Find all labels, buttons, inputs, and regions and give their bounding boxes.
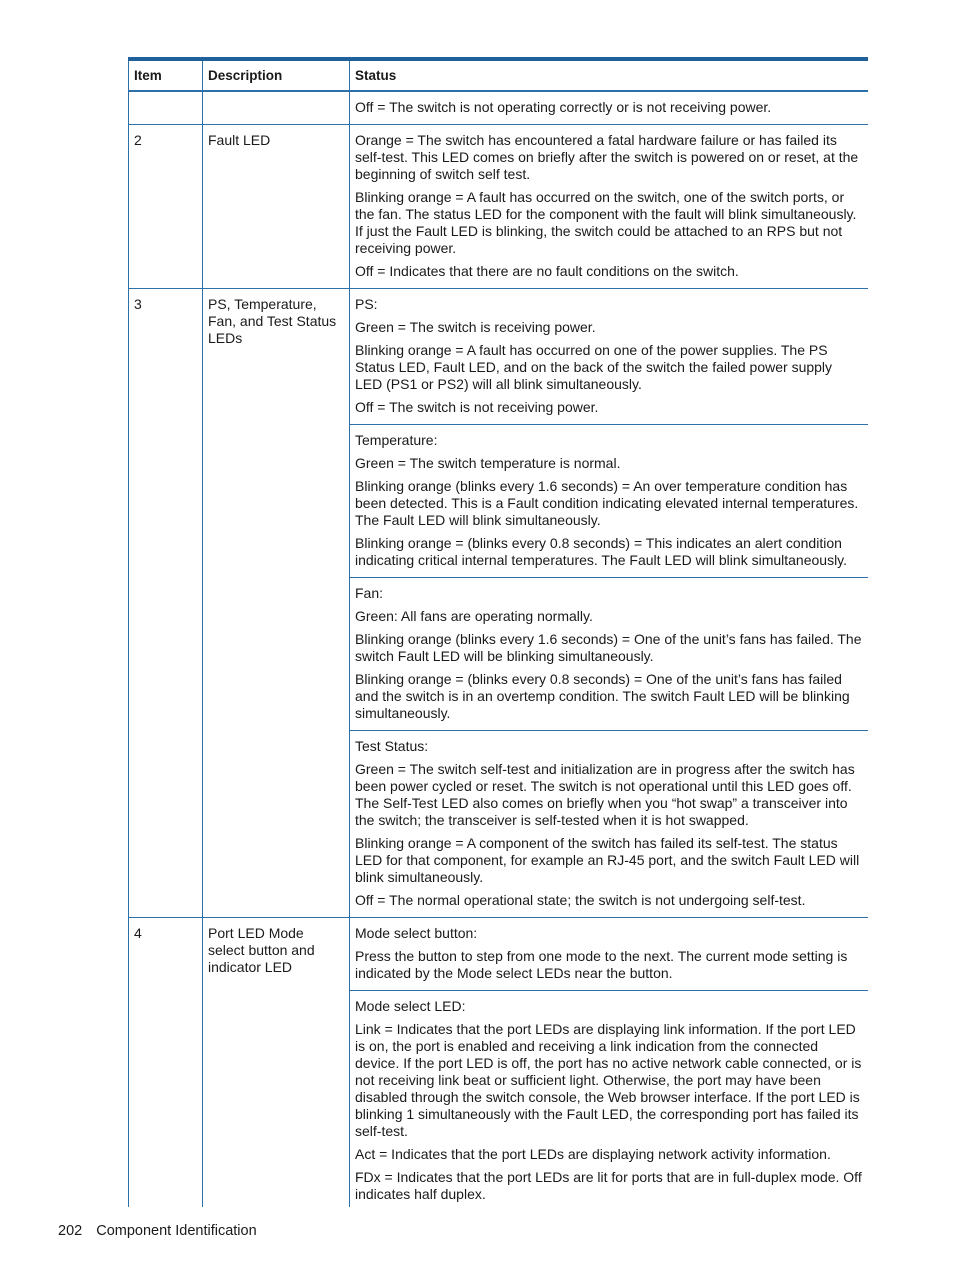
- page-footer: [58, 1223, 257, 1239]
- status-cell-fan: [350, 578, 869, 731]
- status-text: Green = The switch is receiving power.: [355, 319, 596, 335]
- status-text: Off = Indicates that there are no fault conditions on the switch.: [355, 263, 739, 279]
- table-row: [129, 91, 869, 125]
- description-cell: [203, 91, 350, 125]
- status-text: Test Status:: [355, 738, 429, 754]
- page-number: 202: [58, 1223, 83, 1239]
- status-cell: [350, 125, 869, 289]
- footer-section-title: Component Identification: [96, 1223, 257, 1239]
- status-text: Green = The switch temperature is normal.: [355, 455, 621, 471]
- status-table-container: [128, 57, 868, 1207]
- header-item: Item: [129, 59, 203, 91]
- status-cell: [350, 91, 869, 125]
- status-text: Link = Indicates that the port LEDs are displaying link information. If the port LED is on, the port is enabled and receiving a link indication from the connected device. If the port LED is off, the port has no active network cable connected, or is not receiving link beat or sufficient light. Otherwise, the port may have been disabled through the switch console, the Web browser interface. If the port LED is blinking 1 simultaneously with the Fault LED, the corresponding port has failed its self-test.: [355, 1021, 862, 1139]
- status-text: Act = Indicates that the port LEDs are displaying network activity information.: [355, 1146, 831, 1162]
- status-text: Blinking orange (blinks every 1.6 seconds) = One of the unit’s fans has failed. The switch Fault LED will be blinking simultaneously.: [355, 631, 862, 664]
- status-text: PS:: [355, 296, 378, 312]
- item-cell: [129, 91, 203, 125]
- table-row: [129, 918, 869, 991]
- status-text: Fan:: [355, 585, 384, 601]
- status-text: Blinking orange = A fault has occurred on one of the power supplies. The PS Status LED, Fault LED, and on the back of the switch the failed power supply LED (PS1 or PS2) will all blink simultaneously.: [355, 342, 833, 392]
- status-cell-mode-button: [350, 918, 869, 991]
- status-cell-temperature: [350, 425, 869, 578]
- table-row: [129, 289, 869, 425]
- item-cell: 3: [129, 289, 203, 918]
- led-status-table: [128, 57, 868, 1207]
- table-header-row: [129, 59, 869, 91]
- status-text: Blinking orange = A fault has occurred on the switch, one of the switch ports, or the fan. The status LED for the component with the fault will blink simultaneously. If just the Fault LED is blinking, the switch could be attached to an RPS but not receiving power.: [355, 189, 857, 256]
- description-cell: Fault LED: [203, 125, 350, 289]
- description-cell: PS, Temperature, Fan, and Test Status LEDs: [203, 289, 350, 918]
- status-text: Green: All fans are operating normally.: [355, 608, 593, 624]
- table-row: [129, 125, 869, 289]
- description-cell: Port LED Mode select button and indicator LED: [203, 918, 350, 1208]
- status-text: Off = The normal operational state; the switch is not undergoing self-test.: [355, 892, 806, 908]
- status-text: Blinking orange = (blinks every 0.8 seconds) = This indicates an alert condition indicating critical internal temperatures. The Fault LED will blink simultaneously.: [355, 535, 848, 568]
- status-text: Orange = The switch has encountered a fatal hardware failure or has failed its self-test. This LED comes on briefly after the switch is powered on or reset, at the beginning of switch self test.: [355, 132, 859, 182]
- status-text: Off = The switch is not receiving power.: [355, 399, 599, 415]
- item-cell: 4: [129, 918, 203, 1208]
- status-text: Blinking orange (blinks every 1.6 seconds) = An over temperature condition has been detected. This is a Fault condition indicating elevated internal temperatures. The Fault LED will blink simultaneously.: [355, 478, 859, 528]
- status-cell-mode-led: [350, 991, 869, 1208]
- status-text: Press the button to step from one mode to the next. The current mode setting is indicated by the Mode select LEDs near the button.: [355, 948, 848, 981]
- header-status: Status: [350, 59, 869, 91]
- status-cell-test: [350, 731, 869, 918]
- status-text: Green = The switch self-test and initialization are in progress after the switch has been power cycled or reset. The switch is not operational until this LED goes off. The Self-Test LED also comes on briefly when you “hot swap” a transceiver into the switch; the transceiver is self-tested when it is hot swapped.: [355, 761, 855, 828]
- status-text: Off = The switch is not operating correctly or is not receiving power.: [355, 99, 772, 115]
- item-cell: 2: [129, 125, 203, 289]
- status-text: Mode select LED:: [355, 998, 466, 1014]
- header-description: Description: [203, 59, 350, 91]
- status-text: FDx = Indicates that the port LEDs are lit for ports that are in full-duplex mode. Off indicates half duplex.: [355, 1169, 862, 1202]
- status-text: Temperature:: [355, 432, 438, 448]
- status-text: Blinking orange = A component of the switch has failed its self-test. The status LED for that component, for example an RJ-45 port, and the switch Fault LED will blink simultaneously.: [355, 835, 860, 885]
- status-text: Mode select button:: [355, 925, 478, 941]
- status-text: Blinking orange = (blinks every 0.8 seconds) = One of the unit’s fans has failed and the switch is in an overtemp condition. The switch Fault LED will be blinking simultaneously.: [355, 671, 850, 721]
- status-cell-ps: [350, 289, 869, 425]
